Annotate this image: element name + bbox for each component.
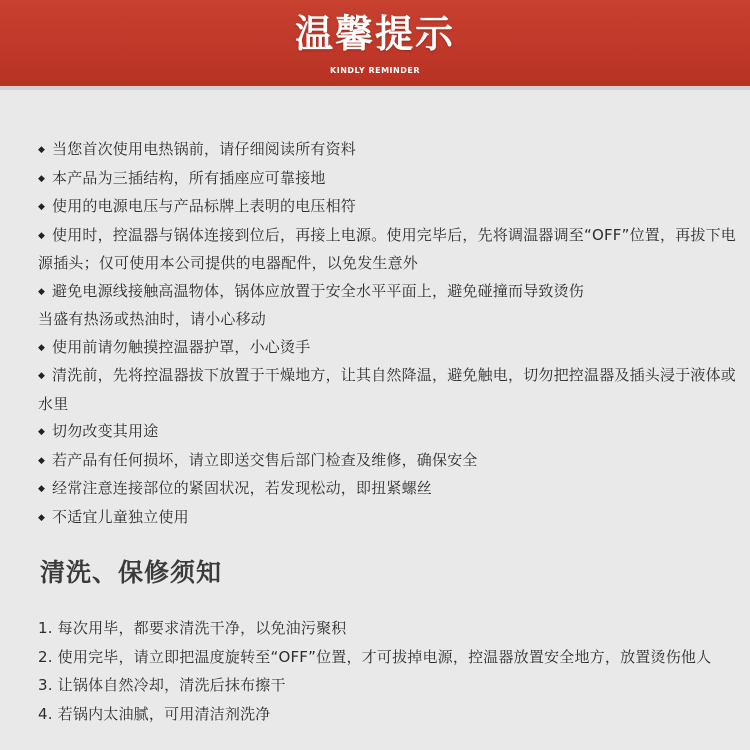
note-text: 清洗前，先将控温器拔下放置于干燥地方，让其自然降温，避免触电，切勿把控温器及插头浸于液体或水里 (38, 366, 737, 413)
diamond-bullet-icon: ◆ (38, 173, 46, 184)
list-item: 4. 若锅内太油腻，可用清洁剂洗净 (38, 704, 271, 723)
note-text: 使用前请勿触摸控温器护罩，小心烫手 (52, 337, 311, 356)
list-item (38, 447, 738, 476)
note-text: 本产品为三插结构，所有插座应可靠接地 (52, 168, 326, 187)
page-subtitle: KINDLY REMINDER (330, 66, 420, 75)
note-text: 使用时，控温器与锅体连接到位后，再接上电源。使用完毕后，先将调温器调至“OFF”位置，再拔下电源插头；仅可使用本公司提供的电器配件，以免发生意外 (38, 225, 737, 272)
diamond-bullet-icon: ◆ (38, 145, 46, 155)
note-text: 若产品有任何损坏，请立即送交售后部门检查及维修，确保安全 (52, 450, 478, 469)
safety-notes-list (38, 136, 738, 532)
list-item (38, 334, 738, 363)
header-banner (0, 0, 750, 86)
note-text: 当您首次使用电热锅前，请仔细阅读所有资料 (52, 140, 357, 158)
diamond-bullet-icon: ◆ (38, 202, 46, 212)
list-item (38, 193, 738, 222)
diamond-bullet-icon: ◆ (38, 342, 46, 353)
diamond-bullet-icon: ◆ (38, 512, 46, 523)
diamond-bullet-icon: ◆ (38, 427, 46, 437)
list-item (38, 418, 738, 447)
diamond-bullet-icon: ◆ (38, 455, 46, 466)
diamond-bullet-icon: ◆ (38, 371, 46, 381)
note-text: 切勿改变其用途 (52, 422, 159, 440)
care-steps-list (38, 614, 738, 728)
list-item: 2. 使用完毕，请立即把温度旋转至“OFF”位置，才可拔掉电源，控温器放置安全地方，放置烫伤他人 (38, 647, 712, 666)
diamond-bullet-icon: ◆ (38, 230, 46, 241)
list-item (38, 475, 738, 504)
list-item (38, 165, 738, 194)
note-text: 经常注意连接部位的紧固状况，若发现松动，即扭紧螺丝 (52, 479, 433, 497)
list-item (38, 222, 738, 278)
list-item: 1. 每次用毕，都要求清洗干净，以免油污聚积 (38, 619, 347, 637)
note-text: 避免电源线接触高温物体，锅体应放置于安全水平平面上，避免碰撞而导致烫伤 (52, 281, 585, 300)
list-item (38, 362, 738, 418)
note-text: 当盛有热汤或热油时，请小心移动 (38, 310, 267, 328)
page-title: 温馨提示 (294, 12, 455, 56)
list-item (38, 278, 738, 307)
care-section-title: 清洗、保修须知 (40, 558, 223, 587)
header-divider (0, 86, 750, 90)
note-text: 不适宜儿童独立使用 (52, 507, 189, 526)
list-item: 3. 让锅体自然冷却，清洗后抹布擦干 (38, 676, 286, 694)
list-item (38, 504, 738, 533)
note-text: 使用的电源电压与产品标牌上表明的电压相符 (52, 197, 357, 215)
diamond-bullet-icon: ◆ (38, 484, 46, 494)
list-item (38, 306, 738, 334)
list-item (38, 136, 738, 165)
diamond-bullet-icon: ◆ (38, 286, 46, 297)
